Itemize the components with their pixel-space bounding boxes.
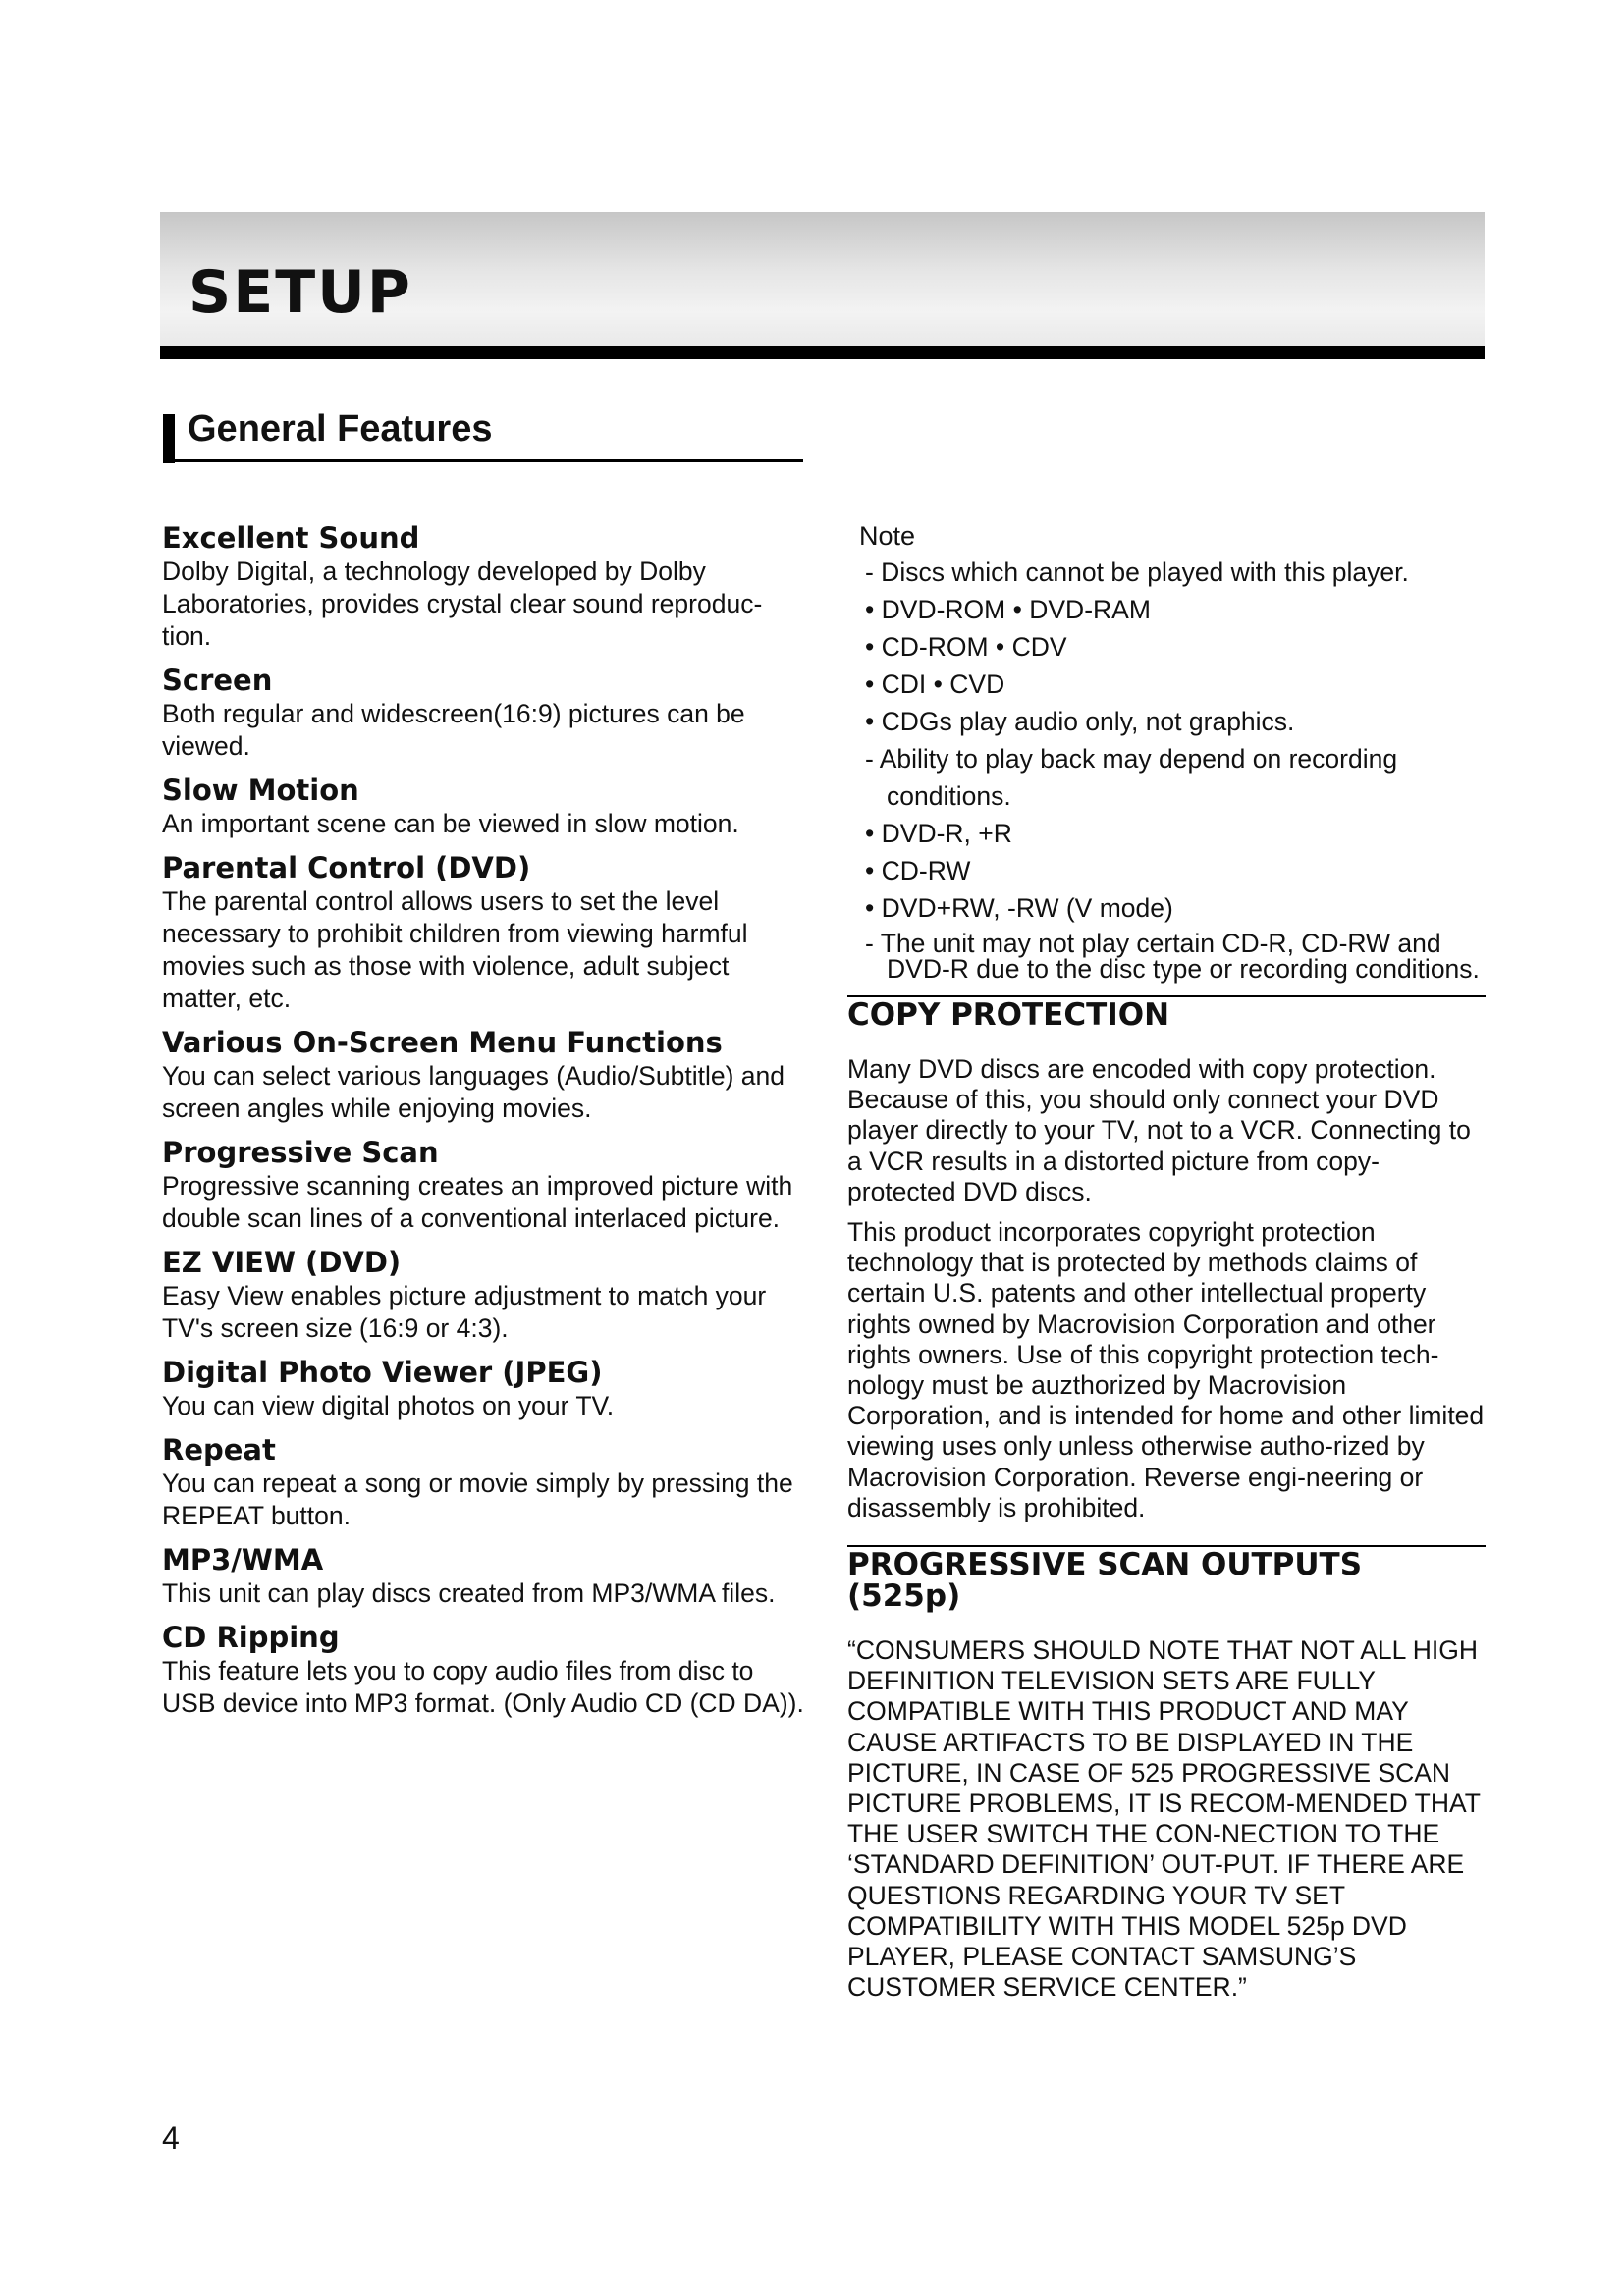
note-item: • DVD-R, +R bbox=[865, 819, 1012, 848]
copy-protection-paragraph: This product incorporates copyright protection technology that is protected by methods claims of certain U.S. patents and other intellectual property rights owned by Macrovision Corporation and other rights owners. Use of this copyright protection tech-nology must be auzthorized by Macrovision Corporation, and is intended for home and other limited viewing uses only unless otherwise autho-rized by Macrovision Corporation. Reverse engi-neering or disassembly is prohibited. bbox=[847, 1217, 1485, 1522]
header-banner bbox=[160, 212, 1485, 346]
feature-ez-view bbox=[162, 1245, 810, 1345]
feature-title: Parental Control (DVD) bbox=[162, 851, 531, 884]
feature-screen bbox=[162, 663, 810, 763]
feature-text: You can repeat a song or movie simply by pressing the REPEAT button. bbox=[162, 1468, 793, 1530]
feature-text: This unit can play discs created from MP3/WMA files. bbox=[162, 1578, 776, 1608]
feature-text: You can select various languages (Audio/Subtitle) and screen angles while enjoying movies. bbox=[162, 1061, 785, 1123]
copy-protection-heading: COPY PROTECTION bbox=[847, 995, 1486, 1031]
note-list bbox=[847, 554, 1486, 982]
features-column bbox=[162, 520, 810, 1730]
feature-title: Digital Photo Viewer (JPEG) bbox=[162, 1356, 603, 1389]
note-item: - The unit may not play certain CD-R, CD-RW and DVD-R due to the disc type or recording conditions. bbox=[865, 929, 1480, 984]
header-rule bbox=[160, 346, 1485, 359]
note-item: • DVD+RW, -RW (V mode) bbox=[865, 893, 1173, 923]
feature-text: Both regular and widescreen(16:9) pictures can be viewed. bbox=[162, 699, 745, 761]
feature-text: Progressive scanning creates an improved picture with double scan lines of a conventional interlaced picture. bbox=[162, 1171, 793, 1233]
page-number: 4 bbox=[162, 2120, 180, 2156]
feature-excellent-sound bbox=[162, 520, 810, 653]
feature-text: You can view digital photos on your TV. bbox=[162, 1391, 615, 1420]
section-marker-bar bbox=[163, 414, 175, 463]
note-item: - Ability to play back may depend on recording conditions. bbox=[865, 744, 1398, 811]
feature-title: CD Ripping bbox=[162, 1621, 340, 1654]
feature-cd-ripping bbox=[162, 1620, 810, 1720]
feature-repeat bbox=[162, 1432, 810, 1532]
note-item: • CD-ROM • CDV bbox=[865, 632, 1067, 662]
feature-title: Screen bbox=[162, 664, 273, 697]
feature-photo-viewer bbox=[162, 1355, 810, 1422]
feature-slow-motion bbox=[162, 773, 810, 840]
section-title: General Features bbox=[188, 408, 493, 450]
feature-title: Various On-Screen Menu Functions bbox=[162, 1026, 723, 1059]
copy-protection-paragraph: Many DVD discs are encoded with copy protection. Because of this, you should only connect your DVD player directly to your TV, not to a VCR. Connecting to a VCR results in a distorted picture from copy-protected DVD discs. bbox=[847, 1054, 1471, 1206]
section-heading bbox=[163, 406, 803, 462]
feature-title: Excellent Sound bbox=[162, 521, 420, 555]
feature-text: An important scene can be viewed in slow motion. bbox=[162, 809, 739, 838]
note-item: • DVD-ROM • DVD-RAM bbox=[865, 595, 1151, 624]
note-item: - Discs which cannot be played with this player. bbox=[865, 558, 1409, 587]
feature-text: The parental control allows users to set the level necessary to prohibit children from viewing harmful movies such as those with violence, adult subject matter, etc. bbox=[162, 886, 748, 1013]
page-title: SETUP bbox=[189, 258, 412, 327]
feature-on-screen-menu bbox=[162, 1025, 810, 1125]
feature-title: Progressive Scan bbox=[162, 1136, 439, 1169]
feature-title: Repeat bbox=[162, 1433, 276, 1467]
feature-text: This feature lets you to copy audio files from disc to USB device into MP3 format. (Only Audio CD (CD DA)). bbox=[162, 1656, 804, 1718]
feature-title: Slow Motion bbox=[162, 774, 359, 807]
feature-title: MP3/WMA bbox=[162, 1543, 324, 1576]
note-item: • CD-RW bbox=[865, 856, 971, 885]
feature-parental-control bbox=[162, 850, 810, 1015]
notes-column bbox=[847, 518, 1486, 2002]
progressive-outputs-paragraph: “CONSUMERS SHOULD NOTE THAT NOT ALL HIGH DEFINITION TELEVISION SETS ARE FULLY COMPATIBLE WITH THIS PRODUCT AND MAY CAUSE ARTIFACTS TO BE DISPLAYED IN THE PICTURE, IN CASE OF 525 PROGRESSIVE SCAN PICTURE PROBLEMS, IT IS RECOM-MENDED THAT THE USER SWITCH THE CON-NECTION TO THE ‘STANDARD DEFINITION’ OUT-PUT. IF THERE ARE QUESTIONS REGARDING YOUR TV SET COMPATIBILITY WITH THIS MODEL 525p DVD PLAYER, PLEASE CONTACT SAMSUNG’S CUSTOMER SERVICE CENTER.” bbox=[847, 1635, 1481, 2002]
feature-text: Dolby Digital, a technology developed by Dolby Laboratories, provides crystal clear sound reproduc-tion. bbox=[162, 557, 763, 651]
progressive-outputs-heading: PROGRESSIVE SCAN OUTPUTS (525p) bbox=[847, 1545, 1486, 1612]
feature-title: EZ VIEW (DVD) bbox=[162, 1246, 402, 1279]
feature-mp3-wma bbox=[162, 1542, 810, 1610]
feature-progressive-scan bbox=[162, 1135, 810, 1235]
note-item: • CDGs play audio only, not graphics. bbox=[865, 707, 1295, 736]
note-item: • CDI • CVD bbox=[865, 669, 1005, 699]
note-title: Note bbox=[859, 521, 916, 551]
feature-text: Easy View enables picture adjustment to match your TV's screen size (16:9 or 4:3). bbox=[162, 1281, 767, 1343]
